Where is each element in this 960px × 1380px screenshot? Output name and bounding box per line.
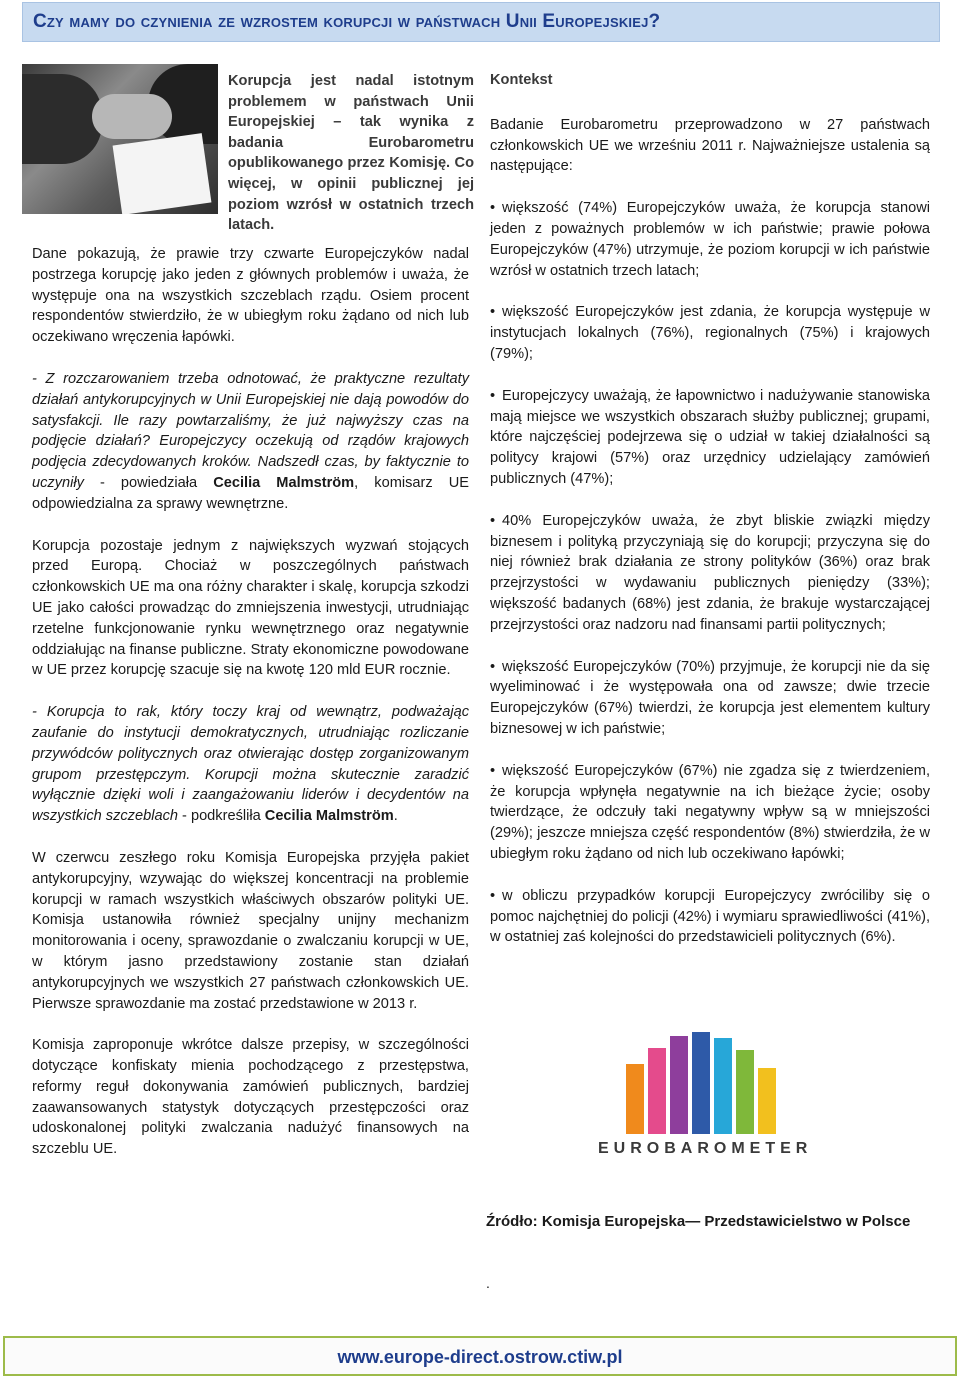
finding-item [490, 511, 930, 636]
right-column [490, 70, 930, 969]
header-bar [22, 2, 940, 42]
logo-bar [692, 1032, 710, 1134]
finding-text: większość (74%) Europejczyków uważa, że korupcja stanowi jeden z poważnych problemów w ich państwie; prawie połowa Europejczyków (47%) utrzymuje, że poziom korupcji w ich państwie wzrósł w ostatnich trzech latach; [490, 200, 930, 279]
logo-bar [736, 1050, 754, 1134]
logo-text: EUROBAROMETER [598, 1140, 813, 1157]
findings-list [490, 198, 930, 948]
person-name: Cecilia Malmström [264, 808, 394, 825]
finding-text: 40% Europejczyków uważa, że zbyt bliskie związki między biznesem i polityką przyczyniają się do korupcji; przyczyna się do niej również brak działania ze strony polityków (36%) oraz brak przejrzystości w wydawaniu publicznych pieniędzy (33%); większość badanych (68%) jest zdania, że brakuje wystarczającej przejrzystości oraz nadzoru nad finansami partii politycznych; [490, 512, 930, 633]
photo-hands [92, 94, 172, 139]
quote-malmstrom-2: - Korupcja to rak, który toczy kraj od wewnątrz, podważając zaufanie do instytucji demokratycznych, utrudniając rozliczanie przywódców politycznych oraz otwierając dostęp zorganizowanym grupom przestępczym. Korupcji można skutecznie zaradzić wyłącznie dzięki woli i zaangażowaniu liderów i decydentów na wszystkich szczeblach - podkreśliła Cecilia Malmström. [32, 704, 469, 825]
source-line: Źródło: Komisja Europejska— Przedstawicielstwo w Polsce [486, 1213, 911, 1230]
quote-malmstrom-1: - Z rozczarowaniem trzeba odnotować, że praktyczne rezultaty działań antykorupcyjnych w Unii Europejskiej nie dają powodów do satysfakcji. Ile razy powtarzaliśmy, że już najwyższy czas na podjęcie działań? Europejczycy oczekują od rządów krajowych podjęcia zdecydowanych kroków. Nadszedł czas, by faktycznie to uczyniły - powiedziała Cecilia Malmström, komisarz UE odpowiedzialna za sprawy wewnętrzne. [32, 370, 469, 512]
finding-item [490, 657, 930, 740]
finding-text: większość Europejczyków jest zdania, że korupcja występuje w instytucjach lokalnych (76%), regionalnych (75%) i krajowych (79%); [490, 304, 930, 362]
bullet-icon: • [490, 200, 496, 217]
lead-paragraph: Korupcja jest nadal istotnym problemem w państwach Unii Europejskiej – tak wynika z badania Eurobarometru opublikowanego przez Komisję. Co więcej, w opinii publicznej jej poziom wzrósł w ostatnich trzech latach. [228, 73, 474, 234]
finding-text: większość Europejczyków (70%) przyjmuje, że korupcji nie da się wyeliminować i że występowała ona od zawsze; dwie trzecie Europejczyków (67%) twierdzi, że korupcja jest elementem kultury biznesowej w ich państwie; [490, 658, 930, 737]
bullet-icon: • [490, 512, 496, 529]
logo-bar [648, 1048, 666, 1134]
page-title: Czy mamy do czynienia ze wzrostem korupcji w państwach Unii Europejskiej? [33, 11, 661, 32]
paragraph-proposals: Komisja zaproponuje wkrótce dalsze przepisy, w szczególności dotyczące konfiskaty mienia pochodzącego z przestępstwa, reformy reguł dokonywania zamówień publicznych, bardziej zaawansowanych statystyk dotyczących przestępczości oraz udoskonalonej polityki zwalczania nadużyć finansowych na szczeblu UE. [32, 1037, 469, 1158]
bullet-icon: • [490, 762, 496, 779]
finding-item [490, 761, 930, 865]
footer-link[interactable]: www.europe-direct.ostrow.ctiw.pl [337, 1347, 623, 1367]
finding-item [490, 302, 930, 364]
logo-bar [758, 1068, 776, 1134]
finding-item [490, 386, 930, 490]
handshake-photo [22, 64, 218, 214]
photo-envelope [113, 133, 212, 214]
finding-text: Europejczycy uważają, że łapownictwo i nadużywanie stanowiska mają miejsce we wszystkich obszarach służby publicznej; grupami, które najczęściej podejrzewa się o udział w takiej działalności są politycy krajowi (57%) oraz urzędnicy udzielający zamówień publicznych (47%); [490, 387, 930, 487]
finding-item [490, 198, 930, 281]
eurobarometer-logo [598, 1030, 813, 1160]
bullet-icon: • [490, 887, 496, 904]
context-intro: Badanie Eurobarometru przeprowadzono w 27 państwach członkowskich UE we wrześniu 2011 r. Najważniejsze ustalenia są następujące: [490, 116, 930, 175]
paragraph-challenge: Korupcja pozostaje jednym z największych wyzwań stojących przed Europą. Chociaż w poszczególnych państwach członkowskich UE ma ona różny charakter i skalę, korupcja szkodzi UE jako całości prowadząc do zmniejszenia inwestycji, utrudniając rzetelne funkcjonowanie rynku wewnętrznego oraz negatywnie oddziałując na finanse publiczne. Straty ekonomiczne powodowane w UE przez korupcję szacuje się na kwotę 120 mld EUR rocznie. [32, 537, 469, 679]
bullet-icon: • [490, 387, 496, 404]
footer-bar [3, 1336, 957, 1376]
bullet-icon: • [490, 658, 496, 675]
section-heading: Kontekst [490, 72, 553, 88]
paragraph-package: W czerwcu zeszłego roku Komisja Europejska przyjęła pakiet antykorupcyjny, wzywając do większej koncentracji na problemie korupcji w ramach wszystkich właściwych obszarów polityki UE. Komisja ustanowiła również specjalny unijny mechanizm monitorowania i oceny, sprawozdanie o zwalczaniu korupcji w UE, w którym jasno przedstawiony zostanie stan działań antykorupcyjnych we wszystkich 27 państwach członkowskich UE. Pierwsze sprawozdanie ma zostać przedstawione w 2013 r. [32, 849, 469, 1012]
logo-bar [626, 1064, 644, 1134]
quote-text: - Korupcja to rak, który toczy kraj od wewnątrz, podważając zaufanie do instytucji demokratycznych, utrudniając rozliczanie przywódców politycznych oraz otwierając dostęp zorganizowanym grupom przestępczym. Korupcji można skutecznie zaradzić wyłącznie dzięki woli i zaangażowaniu liderów i decydentów na wszystkich szczeblach [32, 704, 469, 825]
photo-sleeve-left [22, 74, 102, 164]
bullet-icon: • [490, 304, 496, 321]
logo-bar [714, 1038, 732, 1134]
stray-dot: . [486, 1275, 490, 1291]
quote-text: - Z rozczarowaniem trzeba odnotować, że praktyczne rezultaty działań antykorupcyjnych w Unii Europejskiej nie dają powodów do satysfakcji. Ile razy powtarzaliśmy, że już najwyższy czas na podjęcie działań? Europejczycy oczekują od rządów krajowych podjęcia zdecydowanych kroków. Nadszedł czas, by faktycznie to uczyniły [32, 370, 469, 491]
paragraph-data: Dane pokazują, że prawie trzy czwarte Europejczyków nadal postrzega korupcję jako jeden z głównych problemów i uważa, że występuje ona na wszystkich szczeblach rządu. Osiem procent respondentów stwierdziło, że w ubiegłym roku żądano od nich lub oczekiwano wręczenia łapówki. [32, 246, 469, 346]
left-column [32, 244, 469, 1160]
logo-bar [670, 1036, 688, 1134]
person-name: Cecilia Malmström [213, 474, 355, 491]
finding-text: większość Europejczyków (67%) nie zgadza się z twierdzeniem, że korupcja wpłynęła negatywnie na ich bieżące życie; osoby twierdzące, że odczuły taki negatywny wpływ są w mniejszości (29%); jeszcze mniejsza część respondentów (8%) stwierdziła, że w ubiegłym roku żądano od nich lub oczekiwano łapówki; [490, 762, 930, 862]
logo-bars [598, 1030, 808, 1135]
finding-item [490, 886, 930, 948]
finding-text: w obliczu przypadków korupcji Europejczycy zwróciliby się o pomoc najchętniej do policji (42%) i wymiaru sprawiedliwości (41%), w ostatniej zaś kolejności do przedstawicieli politycznych (6%). [490, 887, 930, 946]
